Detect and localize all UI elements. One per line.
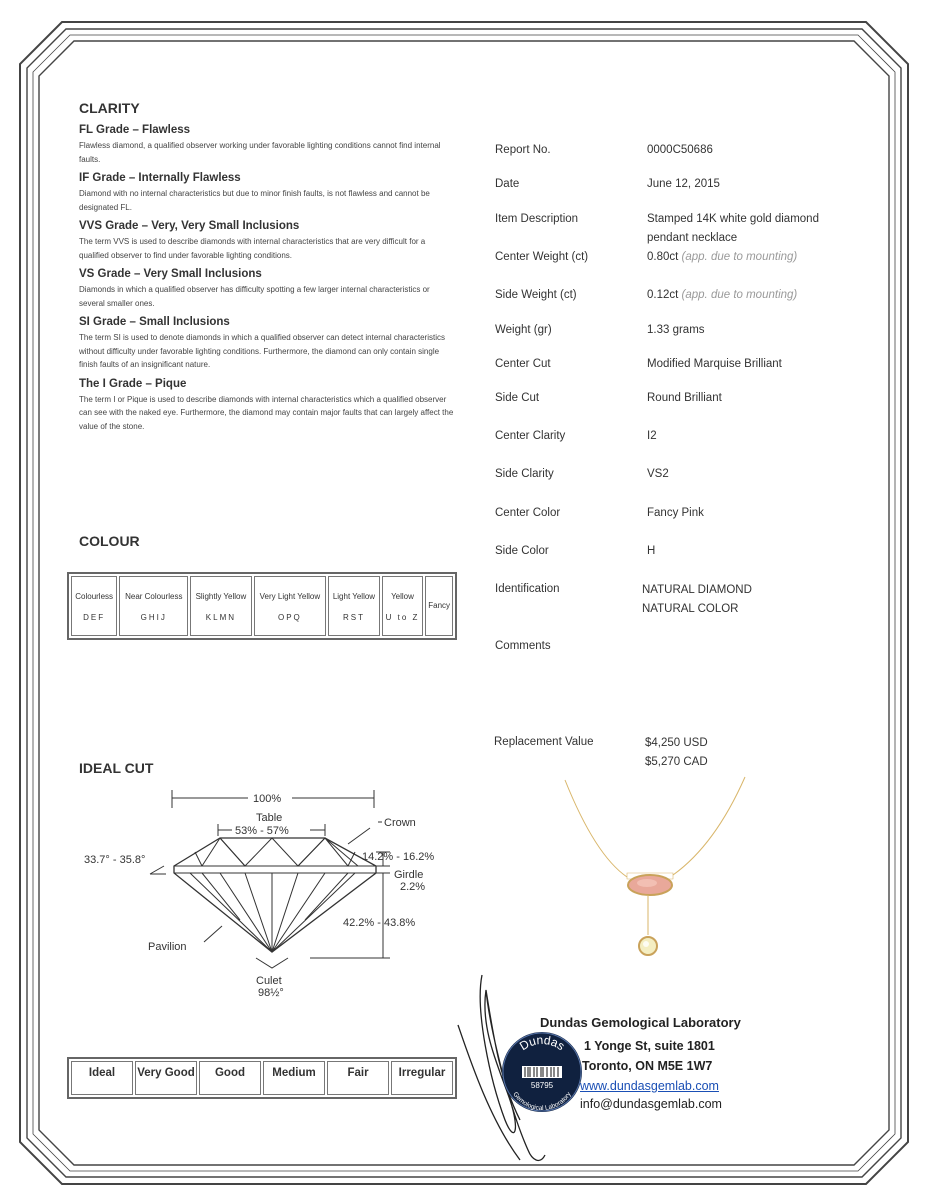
- lab-name: Dundas Gemological Laboratory: [540, 1015, 741, 1030]
- report-label: Replacement Value: [494, 736, 594, 748]
- colour-name: Fancy: [428, 601, 451, 610]
- grade-vvs-desc: The term VVS is used to describe diamonds with internal characteristics that are very difficult for a qualified observer to find under favorable lighting conditions.: [79, 237, 426, 260]
- grade-vs-desc: Diamonds in which a qualified observer has difficulty spotting a few larger internal characteristics or several smaller ones.: [79, 285, 430, 308]
- report-value: Fancy Pink: [647, 507, 704, 519]
- cut-grade-cell: Irregular: [391, 1061, 453, 1095]
- report-label: Side Weight (ct): [495, 289, 577, 301]
- diagram-table-value: 53% - 57%: [235, 825, 289, 837]
- report-value: [647, 289, 797, 301]
- ideal-cut-title: IDEAL CUT: [79, 760, 154, 776]
- replacement-value-cad: $5,270 CAD: [645, 756, 708, 768]
- lab-website-link[interactable]: www.dundasgemlab.com: [580, 1079, 719, 1093]
- colour-cell: [71, 576, 117, 636]
- grade-si-desc: The term SI is used to denote diamonds in which a qualified observer can detect internal characteristics without difficulty under favorable lighting conditions. Furthermore, the diamond can only contain single finish faults of an insignificant nature.: [79, 333, 445, 369]
- colour-name: Yellow: [391, 591, 414, 601]
- lab-info: [540, 1015, 800, 1111]
- report-value-line2: pendant necklace: [647, 232, 738, 244]
- lab-address-line1: 1 Yonge St, suite 1801: [584, 1039, 715, 1053]
- grade-vvs-title: VVS Grade – Very, Very Small Inclusions: [79, 220, 300, 232]
- report-label: Date: [495, 178, 520, 190]
- replacement-value-usd: $4,250 USD: [645, 737, 708, 749]
- side-weight-value: 0.12ct: [647, 289, 679, 301]
- report-value: June 12, 2015: [647, 178, 720, 190]
- diagram-girdle-value: 2.2%: [400, 881, 426, 893]
- cut-grade-cell: Medium: [263, 1061, 325, 1095]
- cut-grade-cell: Very Good: [135, 1061, 197, 1095]
- grade-fl-desc: Flawless diamond, a qualified observer working under favorable lighting conditions cannot find internal faults.: [79, 141, 441, 164]
- report-value: 0000C50686: [647, 144, 713, 156]
- diagram-table-label: Table: [256, 812, 283, 824]
- report-label: Side Color: [495, 545, 549, 557]
- colour-cell: [382, 576, 424, 636]
- colour-cell: [328, 576, 379, 636]
- report-label: Identification: [495, 583, 560, 595]
- colour-name: Colourless: [75, 591, 114, 601]
- report-value: 1.33 grams: [647, 324, 705, 336]
- seal-top-text: Dundas: [516, 1032, 568, 1054]
- report-value: VS2: [647, 468, 669, 480]
- diagram-total-label: 100%: [253, 793, 282, 805]
- colour-cell: [190, 576, 251, 636]
- cut-grade-table: [67, 1057, 457, 1099]
- grade-if-title: IF Grade – Internally Flawless: [79, 172, 241, 184]
- report-value: H: [647, 545, 656, 557]
- center-weight-value: 0.80ct: [647, 251, 679, 263]
- colour-cell: [254, 576, 327, 636]
- diagram-girdle-label: Girdle: [394, 869, 424, 881]
- diagram-crown-label: Crown: [384, 817, 416, 829]
- diagram-crown-angle: 33.7° - 35.8°: [84, 854, 146, 866]
- grade-if-desc: Diamond with no internal characteristics but due to minor finish faults, is not flawless and cannot be designated FL.: [79, 189, 430, 212]
- report-label: Item Description: [495, 213, 579, 225]
- report-value: Round Brilliant: [647, 392, 722, 404]
- report-value: Modified Marquise Brilliant: [647, 358, 782, 370]
- lab-address-line2: Toronto, ON M5E 1W7: [582, 1059, 713, 1073]
- report-value-line2: NATURAL COLOR: [642, 603, 739, 615]
- diagram-crown-height: 14.2% - 16.2%: [362, 851, 435, 863]
- colour-title: COLOUR: [79, 533, 140, 549]
- cut-grade-cell: Fair: [327, 1061, 389, 1095]
- colour-letters: RST: [342, 612, 365, 622]
- colour-cell: [425, 576, 453, 636]
- diagram-culet-value: 98½°: [258, 987, 284, 999]
- colour-scale-table: [67, 572, 457, 640]
- report-value: I2: [647, 430, 657, 442]
- grade-fl-title: FL Grade – Flawless: [79, 124, 191, 136]
- colour-letters: OPQ: [278, 612, 302, 622]
- report-label: Side Cut: [495, 392, 540, 404]
- colour-letters: U to Z: [385, 612, 420, 622]
- diagram-culet-label: Culet: [256, 975, 282, 987]
- seal-bottom-text: Gemological Laboratory: [511, 1090, 573, 1113]
- grade-vs-title: VS Grade – Very Small Inclusions: [79, 268, 262, 280]
- seal-number: 58795: [530, 1081, 554, 1090]
- colour-name: Very Light Yellow: [259, 591, 321, 601]
- report-value: [647, 251, 797, 263]
- cut-grade-cell: Ideal: [71, 1061, 133, 1095]
- colour-letters: GHIJ: [140, 612, 167, 622]
- diagram-pavilion-label: Pavilion: [148, 941, 187, 953]
- colour-name: Slightly Yellow: [195, 591, 247, 601]
- colour-letters: KLMN: [205, 612, 237, 622]
- report-label: Center Weight (ct): [495, 251, 589, 263]
- report-label: Weight (gr): [495, 324, 552, 336]
- colour-name: Near Colourless: [125, 591, 183, 601]
- report-value: NATURAL DIAMOND: [642, 584, 752, 596]
- necklace-photo: [555, 775, 755, 970]
- report-label: Side Clarity: [495, 468, 554, 480]
- colour-name: Light Yellow: [332, 591, 376, 601]
- lab-email[interactable]: info@dundasgemlab.com: [580, 1097, 722, 1111]
- clarity-title: CLARITY: [79, 100, 140, 116]
- cut-grade-cell: Good: [199, 1061, 261, 1095]
- grade-si-title: SI Grade – Small Inclusions: [79, 316, 230, 328]
- report-value: Stamped 14K white gold diamond: [647, 213, 819, 225]
- center-weight-note: (app. due to mounting): [681, 251, 798, 263]
- diamond-proportions-diagram: [80, 780, 460, 1000]
- report-label: Center Color: [495, 507, 561, 519]
- grade-i-desc: The term I or Pique is used to describe diamonds with internal characteristics which a qualified observer can see with the naked eye. Furthermore, the diamond may contain major faults that can largely affect the value of the stone.: [79, 394, 454, 431]
- diagram-pavilion-depth: 42.2% - 43.8%: [343, 917, 416, 929]
- report-label: Comments: [495, 640, 551, 652]
- side-weight-note: (app. due to mounting): [681, 289, 798, 301]
- colour-letters: DEF: [83, 612, 106, 622]
- clarity-section: [79, 100, 454, 433]
- colour-cell: [119, 576, 188, 636]
- report-label: Report No.: [495, 144, 551, 156]
- report-label: Center Clarity: [495, 430, 566, 442]
- grade-i-title: The I Grade – Pique: [79, 377, 187, 390]
- report-label: Center Cut: [495, 358, 551, 370]
